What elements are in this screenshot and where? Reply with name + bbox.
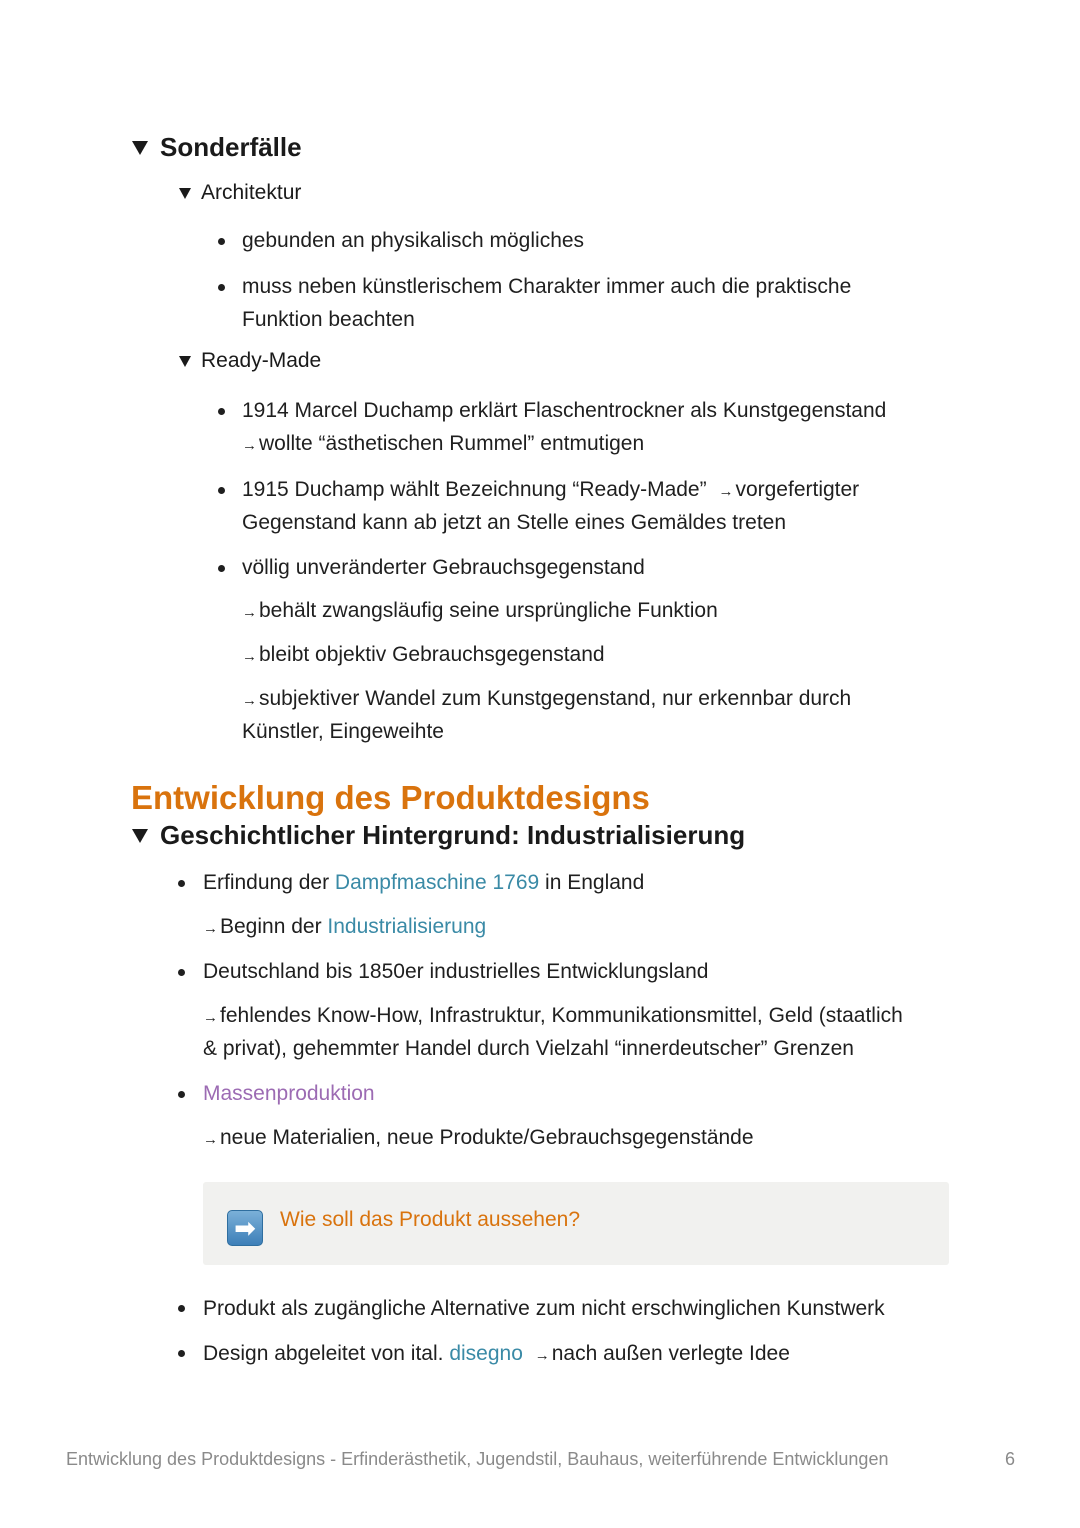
arrow-icon: → (203, 1131, 218, 1148)
bullet-icon (178, 880, 185, 887)
bullet-icon (178, 1091, 185, 1098)
list-item: muss neben künstlerischem Charakter immer auch die praktische (242, 275, 852, 298)
page-footer: Entwicklung des Produktdesigns - Erfinderästhetik, Jugendstil, Bauhaus, weiterführende Entwicklungen (66, 1449, 889, 1469)
text: Design abgeleitet von ital. (203, 1342, 450, 1365)
toggle-heading-sonderfaelle[interactable] (132, 132, 302, 163)
text: Erfindung der (203, 871, 335, 894)
toggle-label: Architektur (201, 181, 302, 204)
list-item: Deutschland bis 1850er industrielles Entwicklungsland (203, 960, 709, 983)
text: in England (539, 871, 645, 894)
heading-text: Geschichtlicher Hintergrund: Industrialisierung (160, 820, 746, 850)
bullet-icon (178, 1305, 185, 1312)
list-item: Produkt als zugängliche Alternative zum nicht erschwinglichen Kunstwerk (203, 1297, 885, 1320)
bullet-icon (218, 408, 225, 415)
sub-point (203, 910, 486, 945)
sub-point-continuation: & privat), gehemmter Handel durch Vielzahl “innerdeutscher” Grenzen (203, 1037, 854, 1060)
text: wollte “ästhetischen Rummel” entmutigen (259, 432, 645, 455)
list-item (203, 1337, 790, 1372)
toggle-heading-hintergrund[interactable] (132, 820, 745, 851)
arrow-icon: → (242, 604, 257, 621)
list-item (203, 866, 644, 899)
text: vorgefertigter (735, 478, 860, 501)
text: behält zwangsläufig seine ursprüngliche Funktion (259, 599, 718, 622)
link-industrialisierung[interactable]: Industrialisierung (327, 915, 487, 938)
heading-text: Sonderfälle (160, 132, 302, 162)
toggle-triangle-icon[interactable] (132, 141, 148, 155)
bullet-icon (218, 284, 225, 291)
arrow-icon: → (534, 1347, 550, 1364)
link-dampfmaschine[interactable]: Dampfmaschine 1769 (334, 871, 540, 894)
text: neue Materialien, neue Produkte/Gebrauchsgegenstände (220, 1126, 754, 1149)
list-item-continuation: Gegenstand kann ab jetzt an Stelle eines Gemäldes treten (242, 511, 787, 534)
callout-box (203, 1182, 949, 1265)
bullet-icon (178, 1350, 185, 1357)
text: 1915 Duchamp wählt Bezeichnung “Ready-Made” (242, 478, 707, 501)
sub-point (242, 594, 718, 629)
toggle-triangle-icon[interactable] (179, 356, 191, 367)
arrow-icon: → (242, 692, 257, 709)
arrow-icon: → (718, 483, 734, 500)
arrow-icon: → (203, 920, 218, 937)
arrow-icon: → (242, 648, 257, 665)
bullet-icon (218, 565, 225, 572)
link-disegno[interactable]: disegno (449, 1342, 523, 1365)
toggle-triangle-icon[interactable] (132, 829, 148, 843)
list-item-continuation (242, 427, 644, 462)
list-item: gebunden an physikalisch mögliches (242, 229, 585, 252)
section-title: Entwicklung des Produktdesigns (131, 779, 650, 816)
list-item: 1914 Marcel Duchamp erklärt Flaschentrockner als Kunstgegenstand (242, 399, 887, 422)
list-item-continuation: Funktion beachten (242, 308, 415, 331)
toggle-label: Ready-Made (201, 349, 322, 372)
toggle-architektur[interactable] (179, 181, 301, 205)
sub-point (203, 999, 903, 1034)
bullet-icon (218, 487, 225, 494)
arrow-icon: → (242, 437, 257, 454)
toggle-ready-made[interactable] (179, 349, 321, 373)
sub-point (242, 682, 851, 717)
arrow-right-icon: ➡ (227, 1210, 263, 1246)
page-number: 6 (1005, 1449, 1016, 1469)
arrow-icon: → (203, 1009, 218, 1026)
sub-point (242, 638, 605, 673)
bullet-icon (178, 969, 185, 976)
sub-point (203, 1121, 754, 1156)
sub-point-continuation: Künstler, Eingeweihte (242, 720, 444, 743)
text: subjektiver Wandel zum Kunstgegenstand, nur erkennbar durch (259, 687, 852, 710)
list-item: völlig unveränderter Gebrauchsgegenstand (242, 556, 645, 579)
list-item (242, 473, 859, 508)
bullet-icon (218, 238, 225, 245)
link-massenproduktion[interactable]: Massenproduktion (203, 1082, 375, 1105)
text: Beginn der (220, 915, 328, 938)
toggle-triangle-icon[interactable] (179, 188, 191, 199)
callout-text: Wie soll das Produkt aussehen? (280, 1208, 580, 1231)
text: bleibt objektiv Gebrauchsgegenstand (259, 643, 605, 666)
text: nach außen verlegte Idee (551, 1342, 790, 1365)
text: fehlendes Know-How, Infrastruktur, Kommunikationsmittel, Geld (staatlich (220, 1004, 903, 1027)
